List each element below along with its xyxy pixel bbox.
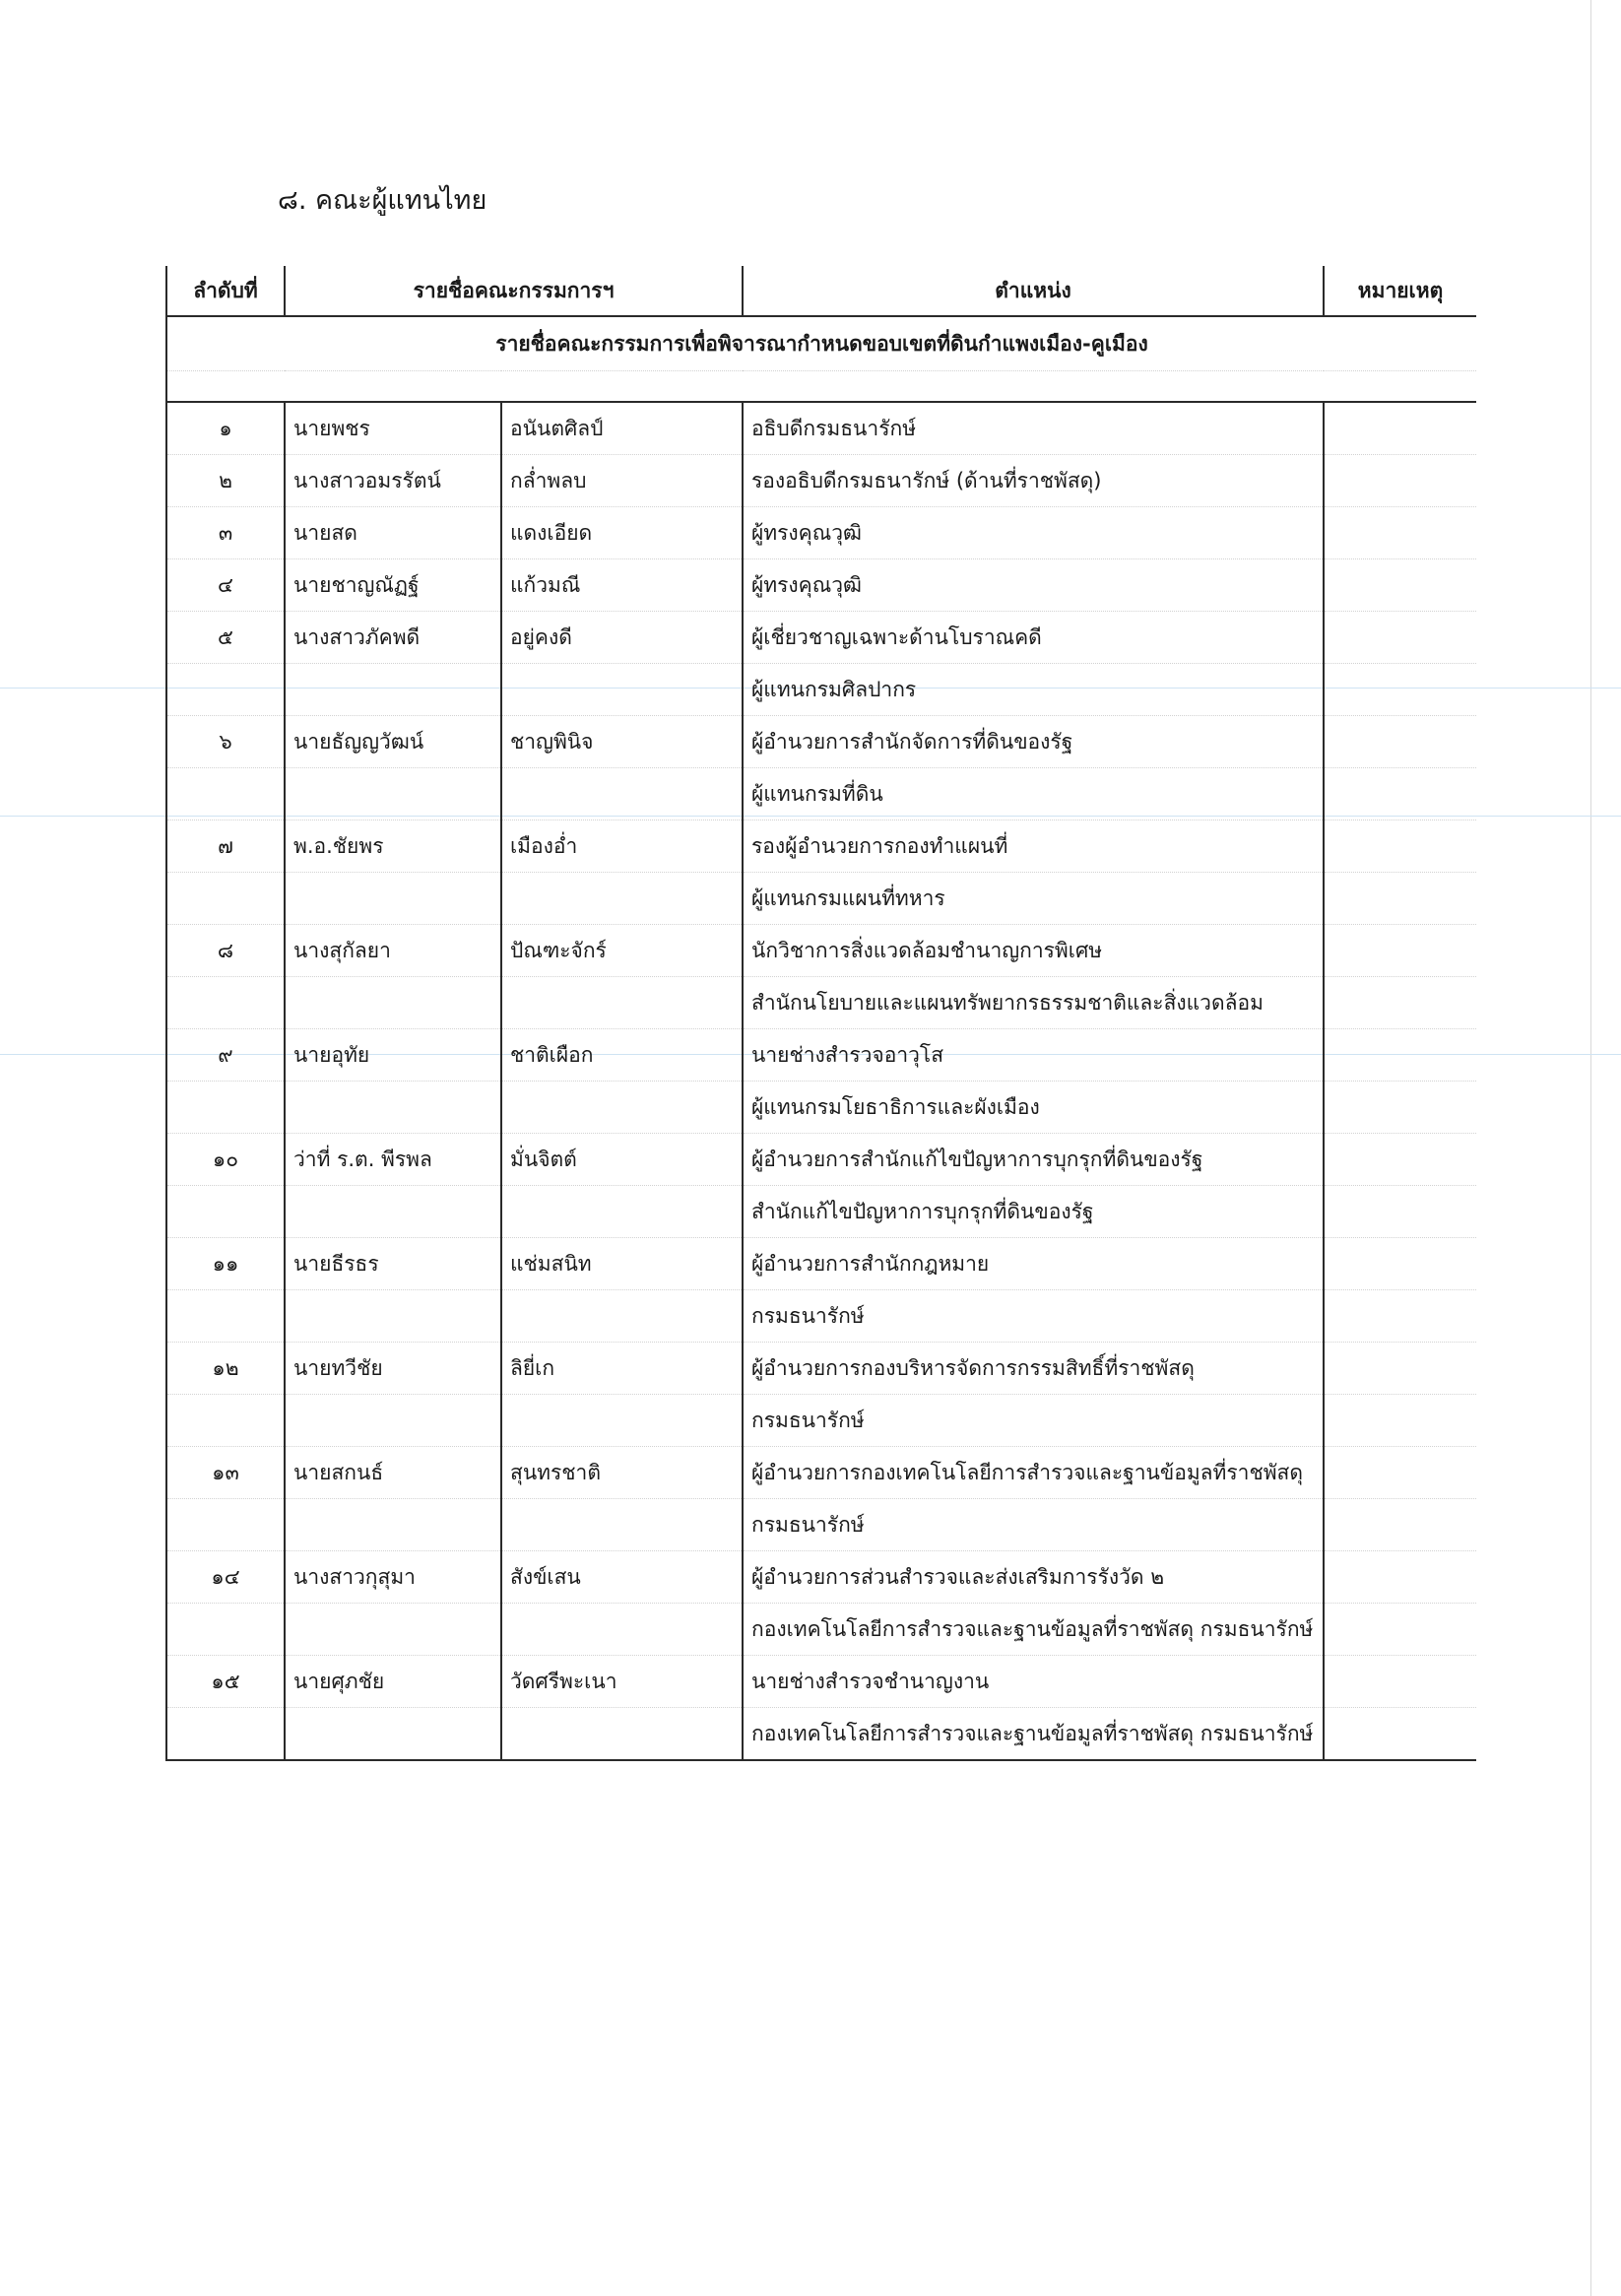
cell-remark xyxy=(1324,1551,1476,1604)
cell-remark xyxy=(1324,1447,1476,1499)
cell-first-name xyxy=(285,1186,501,1238)
cell-remark xyxy=(1324,1343,1476,1395)
cell-position: ผู้อำนวยการกองเทคโนโลยีการสำรวจและฐานข้อมูลที่ราชพัสดุ xyxy=(743,1447,1324,1499)
cell-position: รองอธิบดีกรมธนารักษ์ (ด้านที่ราชพัสดุ) xyxy=(743,455,1324,507)
cell-remark xyxy=(1324,559,1476,612)
cell-position: นายช่างสำรวจชำนาญงาน xyxy=(743,1656,1324,1708)
table-row xyxy=(166,1708,1476,1761)
table-row xyxy=(166,925,1476,977)
cell-last-name xyxy=(501,768,743,820)
table-row xyxy=(166,612,1476,664)
table-row xyxy=(166,664,1476,716)
cell-last-name: ชาญพินิจ xyxy=(501,716,743,768)
cell-no: ๑๕ xyxy=(166,1656,285,1708)
title-spacer xyxy=(166,371,1476,403)
cell-no xyxy=(166,1395,285,1447)
table-row xyxy=(166,1656,1476,1708)
table-body xyxy=(166,402,1476,1760)
table-row xyxy=(166,1029,1476,1082)
cell-remark xyxy=(1324,1395,1476,1447)
committee-table xyxy=(165,266,1476,1761)
cell-last-name: แก้วมณี xyxy=(501,559,743,612)
header-remark: หมายเหตุ xyxy=(1324,266,1476,316)
cell-remark xyxy=(1324,1604,1476,1656)
cell-last-name: ปัณฑะจักร์ xyxy=(501,925,743,977)
cell-last-name: แช่มสนิท xyxy=(501,1238,743,1290)
cell-position: สำนักแก้ไขปัญหาการบุกรุกที่ดินของรัฐ xyxy=(743,1186,1324,1238)
cell-position: ผู้แทนกรมที่ดิน xyxy=(743,768,1324,820)
cell-remark xyxy=(1324,1029,1476,1082)
cell-last-name xyxy=(501,1499,743,1551)
cell-remark xyxy=(1324,1186,1476,1238)
cell-first-name: พ.อ.ชัยพร xyxy=(285,820,501,873)
cell-last-name: สังข์เสน xyxy=(501,1551,743,1604)
cell-position: ผู้ทรงคุณวุฒิ xyxy=(743,559,1324,612)
cell-last-name xyxy=(501,1604,743,1656)
cell-last-name xyxy=(501,873,743,925)
cell-remark xyxy=(1324,925,1476,977)
cell-last-name: อยู่คงดี xyxy=(501,612,743,664)
table-row xyxy=(166,768,1476,820)
cell-last-name: ชาติเผือก xyxy=(501,1029,743,1082)
cell-no: ๘ xyxy=(166,925,285,977)
cell-position: ผู้แทนกรมศิลปากร xyxy=(743,664,1324,716)
cell-no xyxy=(166,768,285,820)
cell-no xyxy=(166,1290,285,1343)
table-row xyxy=(166,1238,1476,1290)
cell-remark xyxy=(1324,1238,1476,1290)
cell-position: อธิบดีกรมธนารักษ์ xyxy=(743,402,1324,455)
cell-position: นักวิชาการสิ่งแวดล้อมชำนาญการพิเศษ xyxy=(743,925,1324,977)
cell-first-name: นายอุทัย xyxy=(285,1029,501,1082)
cell-no: ๗ xyxy=(166,820,285,873)
cell-first-name: นายธีรธร xyxy=(285,1238,501,1290)
cell-last-name xyxy=(501,1708,743,1761)
cell-first-name xyxy=(285,1082,501,1134)
cell-first-name xyxy=(285,873,501,925)
cell-no xyxy=(166,873,285,925)
cell-remark xyxy=(1324,664,1476,716)
table-row xyxy=(166,1290,1476,1343)
cell-first-name: นายสกนธ์ xyxy=(285,1447,501,1499)
cell-last-name: สุนทรชาติ xyxy=(501,1447,743,1499)
cell-no: ๒ xyxy=(166,455,285,507)
cell-remark xyxy=(1324,1708,1476,1761)
cell-first-name: นายชาญณัฏฐ์ xyxy=(285,559,501,612)
page-edge xyxy=(1590,0,1591,2296)
cell-position: กรมธนารักษ์ xyxy=(743,1395,1324,1447)
cell-first-name xyxy=(285,1395,501,1447)
table-row xyxy=(166,455,1476,507)
cell-no xyxy=(166,1708,285,1761)
cell-position: ผู้อำนวยการสำนักจัดการที่ดินของรัฐ xyxy=(743,716,1324,768)
header-position: ตำแหน่ง xyxy=(743,266,1324,316)
cell-remark xyxy=(1324,507,1476,559)
cell-remark xyxy=(1324,1499,1476,1551)
cell-first-name xyxy=(285,768,501,820)
cell-remark xyxy=(1324,1134,1476,1186)
cell-no: ๑๓ xyxy=(166,1447,285,1499)
table-row xyxy=(166,820,1476,873)
cell-no xyxy=(166,1604,285,1656)
cell-no: ๙ xyxy=(166,1029,285,1082)
cell-position: ผู้ทรงคุณวุฒิ xyxy=(743,507,1324,559)
cell-remark xyxy=(1324,977,1476,1029)
table-row xyxy=(166,1082,1476,1134)
cell-first-name xyxy=(285,1499,501,1551)
cell-first-name: นายศุภชัย xyxy=(285,1656,501,1708)
cell-no xyxy=(166,1186,285,1238)
cell-last-name: กล่ำพลบ xyxy=(501,455,743,507)
cell-no: ๖ xyxy=(166,716,285,768)
cell-remark xyxy=(1324,402,1476,455)
cell-last-name: เมืองอ่ำ xyxy=(501,820,743,873)
section-heading: ๘. คณะผู้แทนไทย xyxy=(278,185,487,216)
cell-no: ๓ xyxy=(166,507,285,559)
cell-first-name: นายสด xyxy=(285,507,501,559)
cell-no: ๑๑ xyxy=(166,1238,285,1290)
table-row xyxy=(166,1499,1476,1551)
table-row xyxy=(166,1343,1476,1395)
table-row xyxy=(166,1604,1476,1656)
cell-first-name xyxy=(285,664,501,716)
cell-position: ผู้แทนกรมโยธาธิการและผังเมือง xyxy=(743,1082,1324,1134)
cell-remark xyxy=(1324,873,1476,925)
cell-first-name: นายพชร xyxy=(285,402,501,455)
cell-position: ผู้อำนวยการสำนักแก้ไขปัญหาการบุกรุกที่ดินของรัฐ xyxy=(743,1134,1324,1186)
cell-remark xyxy=(1324,820,1476,873)
cell-position: ผู้อำนวยการสำนักกฎหมาย xyxy=(743,1238,1324,1290)
cell-remark xyxy=(1324,612,1476,664)
cell-position: กองเทคโนโลยีการสำรวจและฐานข้อมูลที่ราชพัสดุ กรมธนารักษ์ xyxy=(743,1708,1324,1761)
cell-no: ๑ xyxy=(166,402,285,455)
cell-first-name: ว่าที่ ร.ต. พีรพล xyxy=(285,1134,501,1186)
cell-first-name xyxy=(285,1708,501,1761)
table-row xyxy=(166,716,1476,768)
cell-no xyxy=(166,1499,285,1551)
cell-first-name: นางสาวกุสุมา xyxy=(285,1551,501,1604)
cell-last-name xyxy=(501,1186,743,1238)
cell-remark xyxy=(1324,1656,1476,1708)
header-name: รายชื่อคณะกรรมการฯ xyxy=(285,266,743,316)
cell-last-name xyxy=(501,664,743,716)
cell-first-name xyxy=(285,977,501,1029)
cell-position: สำนักนโยบายและแผนทรัพยากรธรรมชาติและสิ่งแวดล้อม xyxy=(743,977,1324,1029)
cell-last-name xyxy=(501,1082,743,1134)
cell-position: ผู้แทนกรมแผนที่ทหาร xyxy=(743,873,1324,925)
table-row xyxy=(166,402,1476,455)
cell-no xyxy=(166,977,285,1029)
table-row xyxy=(166,1186,1476,1238)
table-row xyxy=(166,1134,1476,1186)
cell-remark xyxy=(1324,455,1476,507)
cell-last-name: ลิยี่เก xyxy=(501,1343,743,1395)
table-row xyxy=(166,873,1476,925)
cell-no: ๑๒ xyxy=(166,1343,285,1395)
table-row xyxy=(166,977,1476,1029)
cell-no: ๑๐ xyxy=(166,1134,285,1186)
cell-position: ผู้เชี่ยวชาญเฉพาะด้านโบราณคดี xyxy=(743,612,1324,664)
cell-position: ผู้อำนวยการส่วนสำรวจและส่งเสริมการรังวัด ๒ xyxy=(743,1551,1324,1604)
header-no: ลำดับที่ xyxy=(166,266,285,316)
cell-no xyxy=(166,1082,285,1134)
cell-remark xyxy=(1324,1082,1476,1134)
cell-last-name xyxy=(501,977,743,1029)
cell-last-name xyxy=(501,1395,743,1447)
cell-last-name: แดงเอียด xyxy=(501,507,743,559)
cell-position: กรมธนารักษ์ xyxy=(743,1499,1324,1551)
cell-remark xyxy=(1324,768,1476,820)
cell-last-name: อนันตศิลป์ xyxy=(501,402,743,455)
cell-position: ผู้อำนวยการกองบริหารจัดการกรรมสิทธิ์ที่ราชพัสดุ xyxy=(743,1343,1324,1395)
table-row xyxy=(166,507,1476,559)
cell-no: ๔ xyxy=(166,559,285,612)
table-title-block xyxy=(166,316,1476,402)
cell-remark xyxy=(1324,716,1476,768)
cell-last-name: วัดศรีพะเนา xyxy=(501,1656,743,1708)
header-row xyxy=(166,266,1476,316)
cell-last-name: มั่นจิตต์ xyxy=(501,1134,743,1186)
cell-first-name: นางสุกัลยา xyxy=(285,925,501,977)
table-row xyxy=(166,1551,1476,1604)
cell-first-name xyxy=(285,1290,501,1343)
cell-remark xyxy=(1324,1290,1476,1343)
cell-position: รองผู้อำนวยการกองทำแผนที่ xyxy=(743,820,1324,873)
cell-no: ๑๔ xyxy=(166,1551,285,1604)
table-row xyxy=(166,1447,1476,1499)
cell-first-name: นายทวีชัย xyxy=(285,1343,501,1395)
table-row xyxy=(166,1395,1476,1447)
table-row xyxy=(166,559,1476,612)
table-title: รายชื่อคณะกรรมการเพื่อพิจารณากำหนดขอบเขตที่ดินกำแพงเมือง-คูเมือง xyxy=(166,316,1476,371)
cell-first-name: นางสาวอมรรัตน์ xyxy=(285,455,501,507)
cell-no xyxy=(166,664,285,716)
cell-position: กรมธนารักษ์ xyxy=(743,1290,1324,1343)
cell-last-name xyxy=(501,1290,743,1343)
cell-position: กองเทคโนโลยีการสำรวจและฐานข้อมูลที่ราชพัสดุ กรมธนารักษ์ xyxy=(743,1604,1324,1656)
cell-no: ๕ xyxy=(166,612,285,664)
cell-first-name: นายธัญญวัฒน์ xyxy=(285,716,501,768)
cell-position: นายช่างสำรวจอาวุโส xyxy=(743,1029,1324,1082)
cell-first-name xyxy=(285,1604,501,1656)
cell-first-name: นางสาวภัคพดี xyxy=(285,612,501,664)
